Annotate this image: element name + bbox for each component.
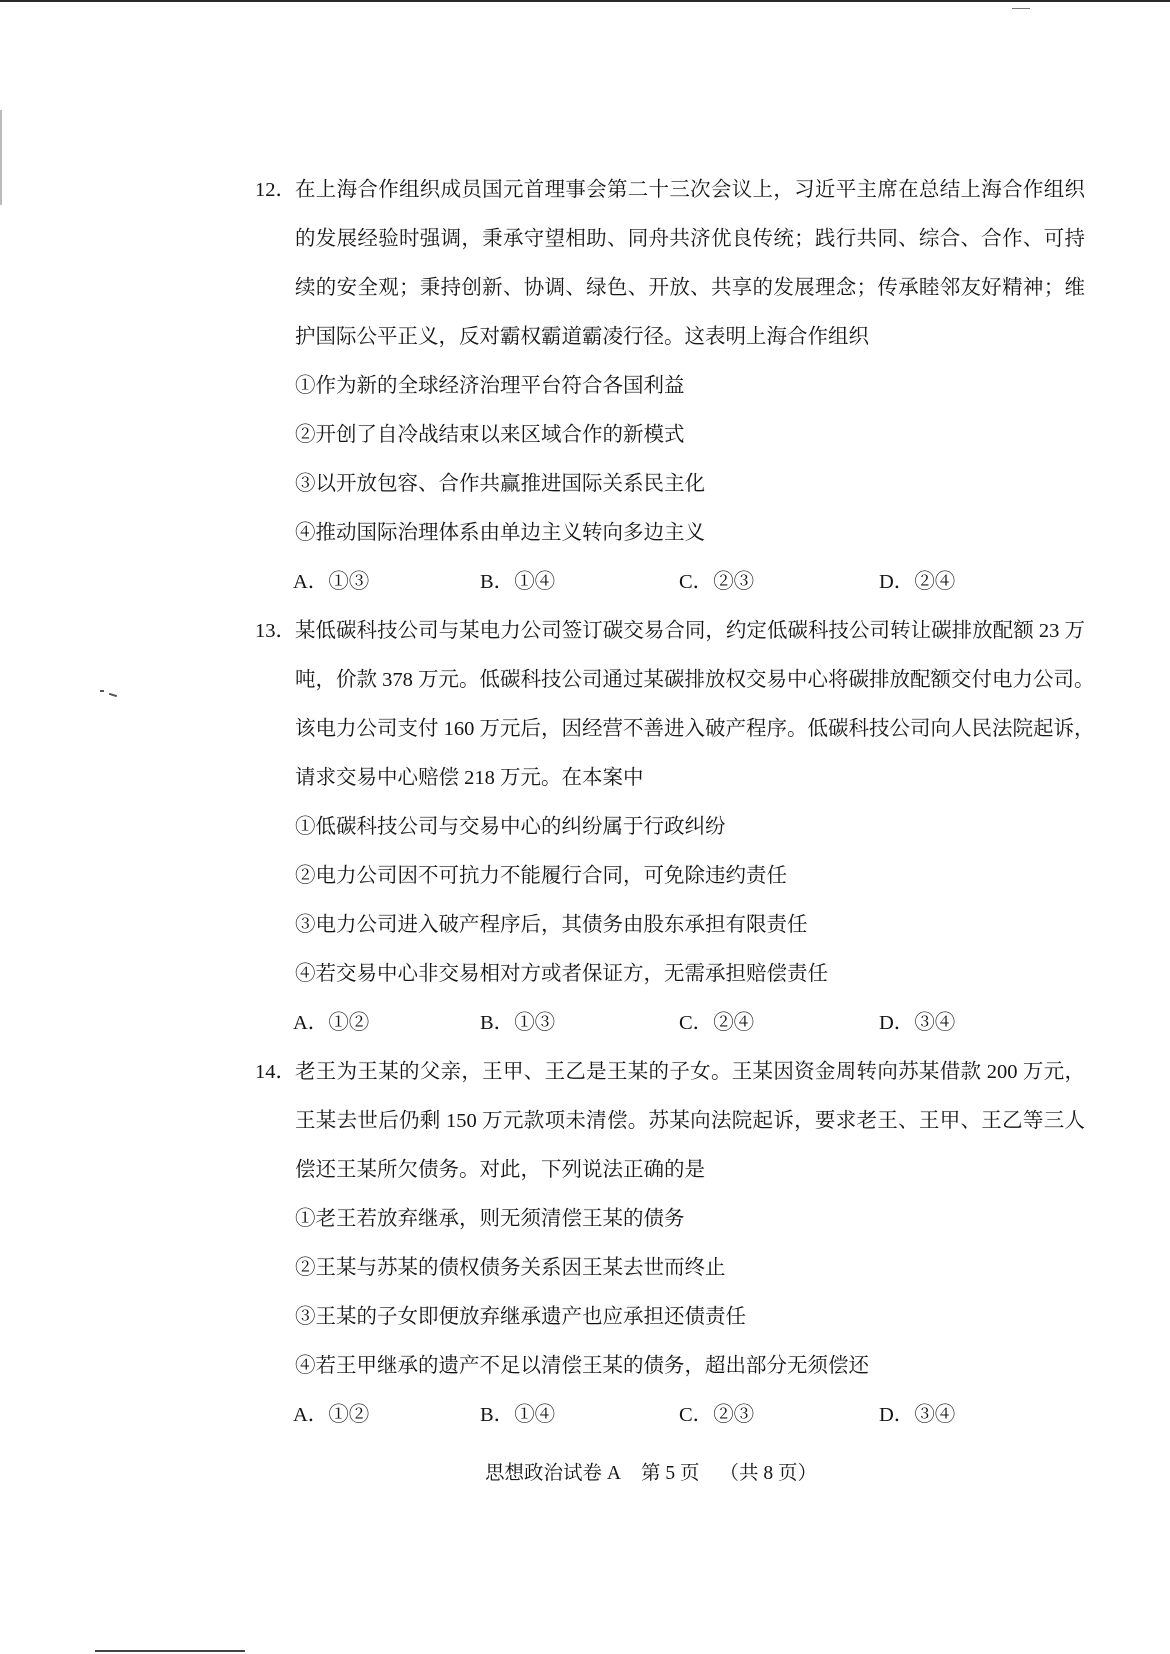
statement-text: ④若交易中心非交易相对方或者保证方，无需承担赔偿责任 xyxy=(295,963,828,985)
question-stem-text: 护国际公平正义，反对霸权霸道霸凌行径。这表明上海合作组织 xyxy=(295,326,869,348)
choice-value: ②③ xyxy=(713,571,755,593)
question-14 xyxy=(255,1048,1090,1440)
choice-b xyxy=(480,999,555,1048)
question-stem-line xyxy=(255,166,1090,215)
question-stem-text: 偿还王某所欠债务。对此，下列说法正确的是 xyxy=(295,1159,705,1181)
choice-label: A． xyxy=(293,1404,329,1426)
choice-value: ①② xyxy=(328,1012,370,1034)
choice-label: A． xyxy=(293,571,329,593)
choice-value: ①② xyxy=(328,1404,370,1426)
statement-text: ③以开放包容、合作共赢推进国际关系民主化 xyxy=(295,473,705,495)
choice-c xyxy=(679,558,754,607)
scan-bottom-edge xyxy=(95,1650,245,1652)
choice-label: C． xyxy=(679,1012,714,1034)
choice-value: ①④ xyxy=(514,1404,556,1426)
statement-item xyxy=(255,1293,1090,1342)
statement-item xyxy=(255,950,1090,999)
statement-text: ①老王若放弃继承，则无须清偿王某的债务 xyxy=(295,1208,685,1230)
choice-b xyxy=(480,558,555,607)
statement-item xyxy=(255,460,1090,509)
question-stem-text: 某低碳科技公司与某电力公司签订碳交易合同，约定低碳科技公司转让碳排放配额 23 万 xyxy=(295,620,1085,642)
choice-label: B． xyxy=(480,1404,515,1426)
choice-value: ②③ xyxy=(713,1404,755,1426)
choice-b xyxy=(480,1391,555,1440)
question-stem-line xyxy=(255,607,1090,656)
scan-stray-mark xyxy=(100,688,118,698)
choice-label: B． xyxy=(480,571,515,593)
statement-text: ④推动国际治理体系由单边主义转向多边主义 xyxy=(295,522,705,544)
answer-choices xyxy=(255,999,1090,1048)
statement-item xyxy=(255,803,1090,852)
statement-item xyxy=(255,1342,1090,1391)
choice-label: C． xyxy=(679,1404,714,1426)
question-stem-text: 老王为王某的父亲，王甲、王乙是王某的子女。王某因资金周转向苏某借款 200 万元， xyxy=(295,1061,1085,1083)
choice-c xyxy=(679,1391,754,1440)
question-number: 14． xyxy=(255,1061,296,1083)
choice-value: ③④ xyxy=(914,1012,956,1034)
question-stem-line xyxy=(255,313,1090,362)
choice-label: D． xyxy=(879,1012,915,1034)
question-13 xyxy=(255,607,1095,1048)
statement-text: ①作为新的全球经济治理平台符合各国利益 xyxy=(295,375,685,397)
question-stem-line xyxy=(255,754,1090,803)
question-stem-text: 续的安全观；秉持创新、协调、绿色、开放、共享的发展理念；传承睦邻友好精神；维 xyxy=(295,277,1085,299)
statement-item xyxy=(255,411,1090,460)
statement-text: ③王某的子女即便放弃继承遗产也应承担还债责任 xyxy=(295,1306,746,1328)
statement-text: ①低碳科技公司与交易中心的纠纷属于行政纠纷 xyxy=(295,816,726,838)
question-stem-text: 请求交易中心赔偿 218 万元。在本案中 xyxy=(295,767,644,789)
question-number: 12． xyxy=(255,179,296,201)
question-stem-line xyxy=(255,656,1095,705)
statement-text: ②开创了自冷战结束以来区域合作的新模式 xyxy=(295,424,685,446)
answer-choices xyxy=(255,558,1090,607)
scan-top-mark xyxy=(1012,8,1030,9)
choice-value: ①③ xyxy=(514,1012,556,1034)
answer-choices xyxy=(255,1391,1090,1440)
choice-value: ②④ xyxy=(914,571,956,593)
question-stem-line xyxy=(255,705,1095,754)
choice-a xyxy=(293,999,369,1048)
choice-value: ①④ xyxy=(514,571,556,593)
statement-text: ②王某与苏某的债权债务关系因王某去世而终止 xyxy=(295,1257,726,1279)
choice-d xyxy=(879,999,955,1048)
footer-page-number: 第 5 页 xyxy=(640,1463,700,1484)
question-stem-text: 该电力公司支付 160 万元后，因经营不善进入破产程序。低碳科技公司向人民法院起诉， xyxy=(295,718,1095,740)
footer-subject: 思想政治试卷 A xyxy=(485,1463,621,1484)
choice-a xyxy=(293,1391,369,1440)
question-stem-line xyxy=(255,1146,1090,1195)
choice-label: B． xyxy=(480,1012,515,1034)
question-stem-text: 的发展经验时强调，秉承守望相助、同舟共济优良传统；践行共同、综合、合作、可持 xyxy=(295,228,1085,250)
choice-a xyxy=(293,558,369,607)
choice-label: C． xyxy=(679,571,714,593)
statement-text: ②电力公司因不可抗力不能履行合同，可免除违约责任 xyxy=(295,865,787,887)
scan-left-edge xyxy=(0,110,2,205)
choice-d xyxy=(879,558,955,607)
statement-text: ④若王甲继承的遗产不足以清偿王某的债务，超出部分无须偿还 xyxy=(295,1355,869,1377)
question-12 xyxy=(255,166,1090,607)
question-stem-line xyxy=(255,1097,1090,1146)
statement-item xyxy=(255,509,1090,558)
choice-label: D． xyxy=(879,571,915,593)
exam-page-body xyxy=(255,166,1095,1440)
statement-text: ③电力公司进入破产程序后，其债务由股东承担有限责任 xyxy=(295,914,808,936)
question-stem-text: 在上海合作组织成员国元首理事会第二十三次会议上，习近平主席在总结上海合作组织 xyxy=(295,179,1085,201)
question-stem-line xyxy=(255,1048,1090,1097)
choice-c xyxy=(679,999,754,1048)
choice-label: D． xyxy=(879,1404,915,1426)
statement-item xyxy=(255,1244,1090,1293)
question-stem-line xyxy=(255,215,1090,264)
statement-item xyxy=(255,362,1090,411)
choice-value: ②④ xyxy=(713,1012,755,1034)
statement-item xyxy=(255,1195,1090,1244)
statement-item xyxy=(255,901,1090,950)
question-number: 13． xyxy=(255,620,296,642)
page-footer xyxy=(485,1458,817,1490)
choice-value: ③④ xyxy=(914,1404,956,1426)
question-stem-line xyxy=(255,264,1090,313)
scan-top-edge xyxy=(0,0,1170,2)
footer-page-total: （共 8 页） xyxy=(719,1463,817,1484)
question-stem-text: 王某去世后仍剩 150 万元款项未清偿。苏某向法院起诉，要求老王、王甲、王乙等三人 xyxy=(295,1110,1085,1132)
question-stem-text: 吨，价款 378 万元。低碳科技公司通过某碳排放权交易中心将碳排放配额交付电力公司。 xyxy=(295,669,1095,691)
choice-value: ①③ xyxy=(328,571,370,593)
statement-item xyxy=(255,852,1090,901)
choice-d xyxy=(879,1391,955,1440)
choice-label: A． xyxy=(293,1012,329,1034)
